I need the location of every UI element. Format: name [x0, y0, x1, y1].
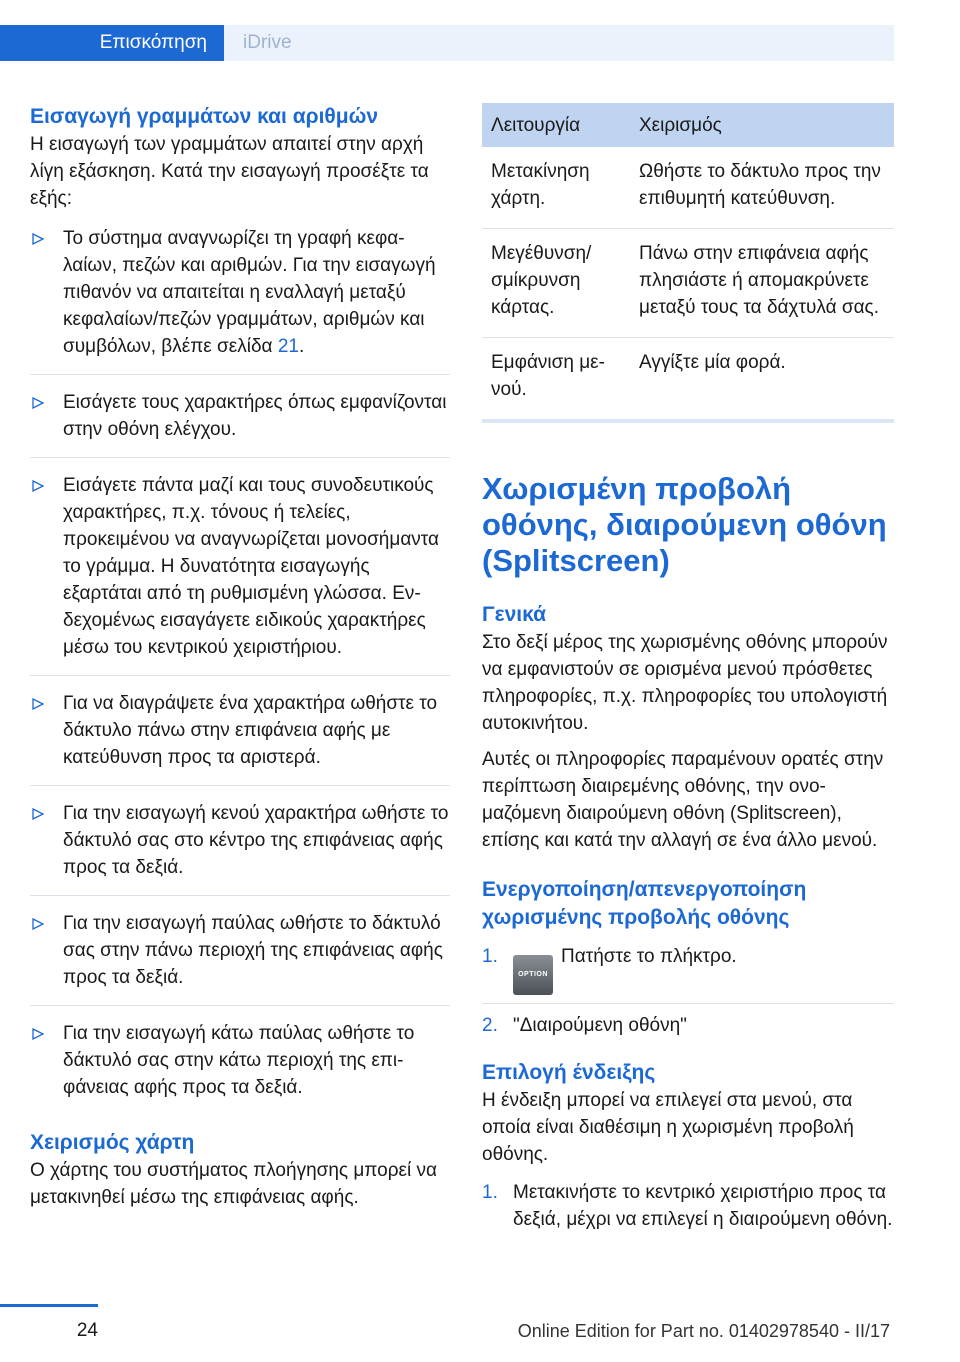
section-title-splitscreen: Χωρισμένη προβολή οθόνης, διαιρούμενη οθόνη (Splitscreen)	[482, 471, 887, 578]
map-paragraph: Ο χάρτης του συστήματος πλοήγησης μπορεί να μετακινηθεί μέσω της επιφάνειας αφής.	[30, 1160, 437, 1208]
section-intro: Η εισαγωγή των γραμμάτων απαιτεί στην αρχή λίγη εξάσκηση. Κατά την εισαγωγή προσέξτε τα εξής:	[30, 134, 429, 209]
select-steps	[482, 1179, 894, 1241]
list-item-text: Εισάγετε πάντα μαζί και τους συνοδευτικούς χαρακτήρες, π.χ. τόνους ή τελείες, προκειμένου να αναγνωρίζεται μονοσήμαντα το γράμμα. Η δυνατότητα εισαγωγής εξαρτάται από τη ρυθμισμένη γλώσσα. Ενδεχομένως εισαγάγετε ειδικούς χαρακτήρες μέσω του κεντρικού χειριστήριου.	[63, 475, 440, 658]
table-cell: Μεγέθυνση/σμίκρυνση κάρτας.	[482, 229, 630, 338]
subsection-title-select: Επιλογή ένδειξης	[482, 1061, 656, 1084]
list-item	[30, 910, 450, 1006]
list-item	[30, 800, 450, 896]
instruction-list	[30, 225, 450, 1115]
tab-overview[interactable]: Επισκόπηση	[0, 25, 224, 61]
left-column	[30, 103, 450, 1211]
step-text: Πατήστε το πλήκτρο.	[561, 946, 737, 967]
table-row	[482, 147, 894, 229]
triangle-bullet-icon	[32, 397, 44, 409]
edition-text: Online Edition for Part no. 01402978540 - II/17	[517, 1321, 890, 1341]
table-cell: Πάνω στην επιφάνεια αφής πλησιάστε ή απομακρύνετε μεταξύ τους τα δάχτυλά σας.	[630, 229, 894, 338]
right-column	[482, 103, 894, 1249]
list-item-text: Για την εισαγωγή παύλας ωθήστε το δάκτυλό σας στην πάνω περιοχή της επιφάνειας αφής προς τα δεξιά.	[63, 913, 443, 988]
activate-steps	[482, 943, 894, 1047]
subsection-title-general: Γενικά	[482, 603, 547, 626]
list-item-text: Για την εισαγωγή κενού χαρακτήρα ωθήστε το δάκτυλό σας στο κέντρο της επιφάνειας αφής προς τα δεξιά.	[63, 803, 449, 878]
general-paragraph-2: Αυτές οι πληροφορίες παραμένουν ορατές στην περίπτωση διαιρεμένης οθόνης, την ονομαζόμενη διαιρούμενη οθόνη (Splitscreen), επίσης και κατά την αλλαγή σε ένα άλλο μενού.	[482, 749, 884, 851]
table-cell: Αγγίξτε μία φορά.	[639, 352, 786, 373]
table-header-row	[482, 103, 894, 147]
page-number: 24	[76, 1320, 98, 1341]
list-item	[30, 389, 450, 458]
table-cell: Μετακίνηση χάρτη.	[482, 147, 630, 229]
header-tabs	[0, 25, 894, 61]
option-button-icon: OPTION	[513, 955, 553, 995]
step-number: 1.	[482, 946, 498, 967]
page-link[interactable]: 21	[277, 336, 299, 357]
triangle-bullet-icon	[32, 233, 44, 245]
list-item	[30, 1020, 450, 1115]
subsection-title-activate: Ενεργοποίηση/απενεργοποίηση χωρισμένης προβολής οθόνης	[482, 878, 807, 929]
triangle-bullet-icon	[32, 698, 44, 710]
triangle-bullet-icon	[32, 918, 44, 930]
footer-rule	[0, 1304, 98, 1307]
step-text: "Διαιρούμενη οθόνη"	[513, 1015, 687, 1036]
section-title-map: Χειρισμός χάρτη	[30, 1131, 195, 1154]
table-header-function: Λειτουργία	[482, 103, 630, 147]
step-item	[482, 1179, 894, 1241]
table-row	[482, 229, 894, 338]
triangle-bullet-icon	[32, 1028, 44, 1040]
step-item	[482, 943, 894, 1004]
step-number: 1.	[482, 1182, 498, 1203]
function-table	[482, 103, 894, 419]
list-item	[30, 472, 450, 676]
general-paragraph-1: Στο δεξί μέρος της χωρισμένης οθόνης μπορούν να εμφανιστούν σε ορισμένα μενού πρόσθετες πληροφορίες, π.χ. πληροφορίες του υπολογιστή αυτοκινήτου.	[482, 632, 888, 734]
section-title-letters: Εισαγωγή γραμμάτων και αριθμών	[30, 105, 379, 128]
table-header-operation: Χειρισμός	[630, 103, 894, 147]
list-item-suffix: .	[298, 336, 305, 357]
triangle-bullet-icon	[32, 808, 44, 820]
table-bottom-rule	[482, 419, 894, 423]
step-item	[482, 1012, 894, 1047]
step-text: Μετακινήστε το κεντρικό χειριστήριο προς τα δεξιά, μέχρι να επιλεγεί η διαιρούμενη οθόνη.	[513, 1182, 893, 1230]
table-row	[482, 338, 894, 420]
list-item	[30, 690, 450, 786]
list-item-text: Για να διαγράψετε ένα χαρακτήρα ωθήστε το δάκτυλο πάνω στην επιφάνεια αφής με κατεύθυνση προς τα αριστερά.	[63, 693, 438, 768]
step-number: 2.	[482, 1015, 498, 1036]
table-cell: Ωθήστε το δάκτυλο προς την επιθυμητή κατεύθυνση.	[630, 147, 894, 229]
list-item-text: Για την εισαγωγή κάτω παύλας ωθήστε το δάκτυλό σας στην κάτω περιοχή της επιφάνειας αφής προς τα δεξιά.	[63, 1023, 415, 1098]
tab-idrive[interactable]: iDrive	[224, 25, 894, 61]
list-item-text: Το σύστημα αναγνωρίζει τη γραφή κεφαλαίων, πεζών και αριθμών. Για την εισαγωγή πιθανόν να απαιτείται η εναλλαγή μεταξύ κεφαλαίων/πεζών γραμμάτων, αριθμών και συμβόλων, βλέπε σελίδα	[63, 228, 436, 357]
list-item-text: Εισάγετε τους χαρακτήρες όπως εμφανίζονται στην οθόνη ελέγχου.	[63, 392, 447, 440]
triangle-bullet-icon	[32, 480, 44, 492]
table-cell: Εμφάνιση μενού.	[491, 352, 605, 400]
list-item	[30, 225, 450, 375]
select-paragraph: Η ένδειξη μπορεί να επιλεγεί στα μενού, στα οποία είναι διαθέσιμη η χωρισμένη προβολή οθόνης.	[482, 1090, 854, 1165]
